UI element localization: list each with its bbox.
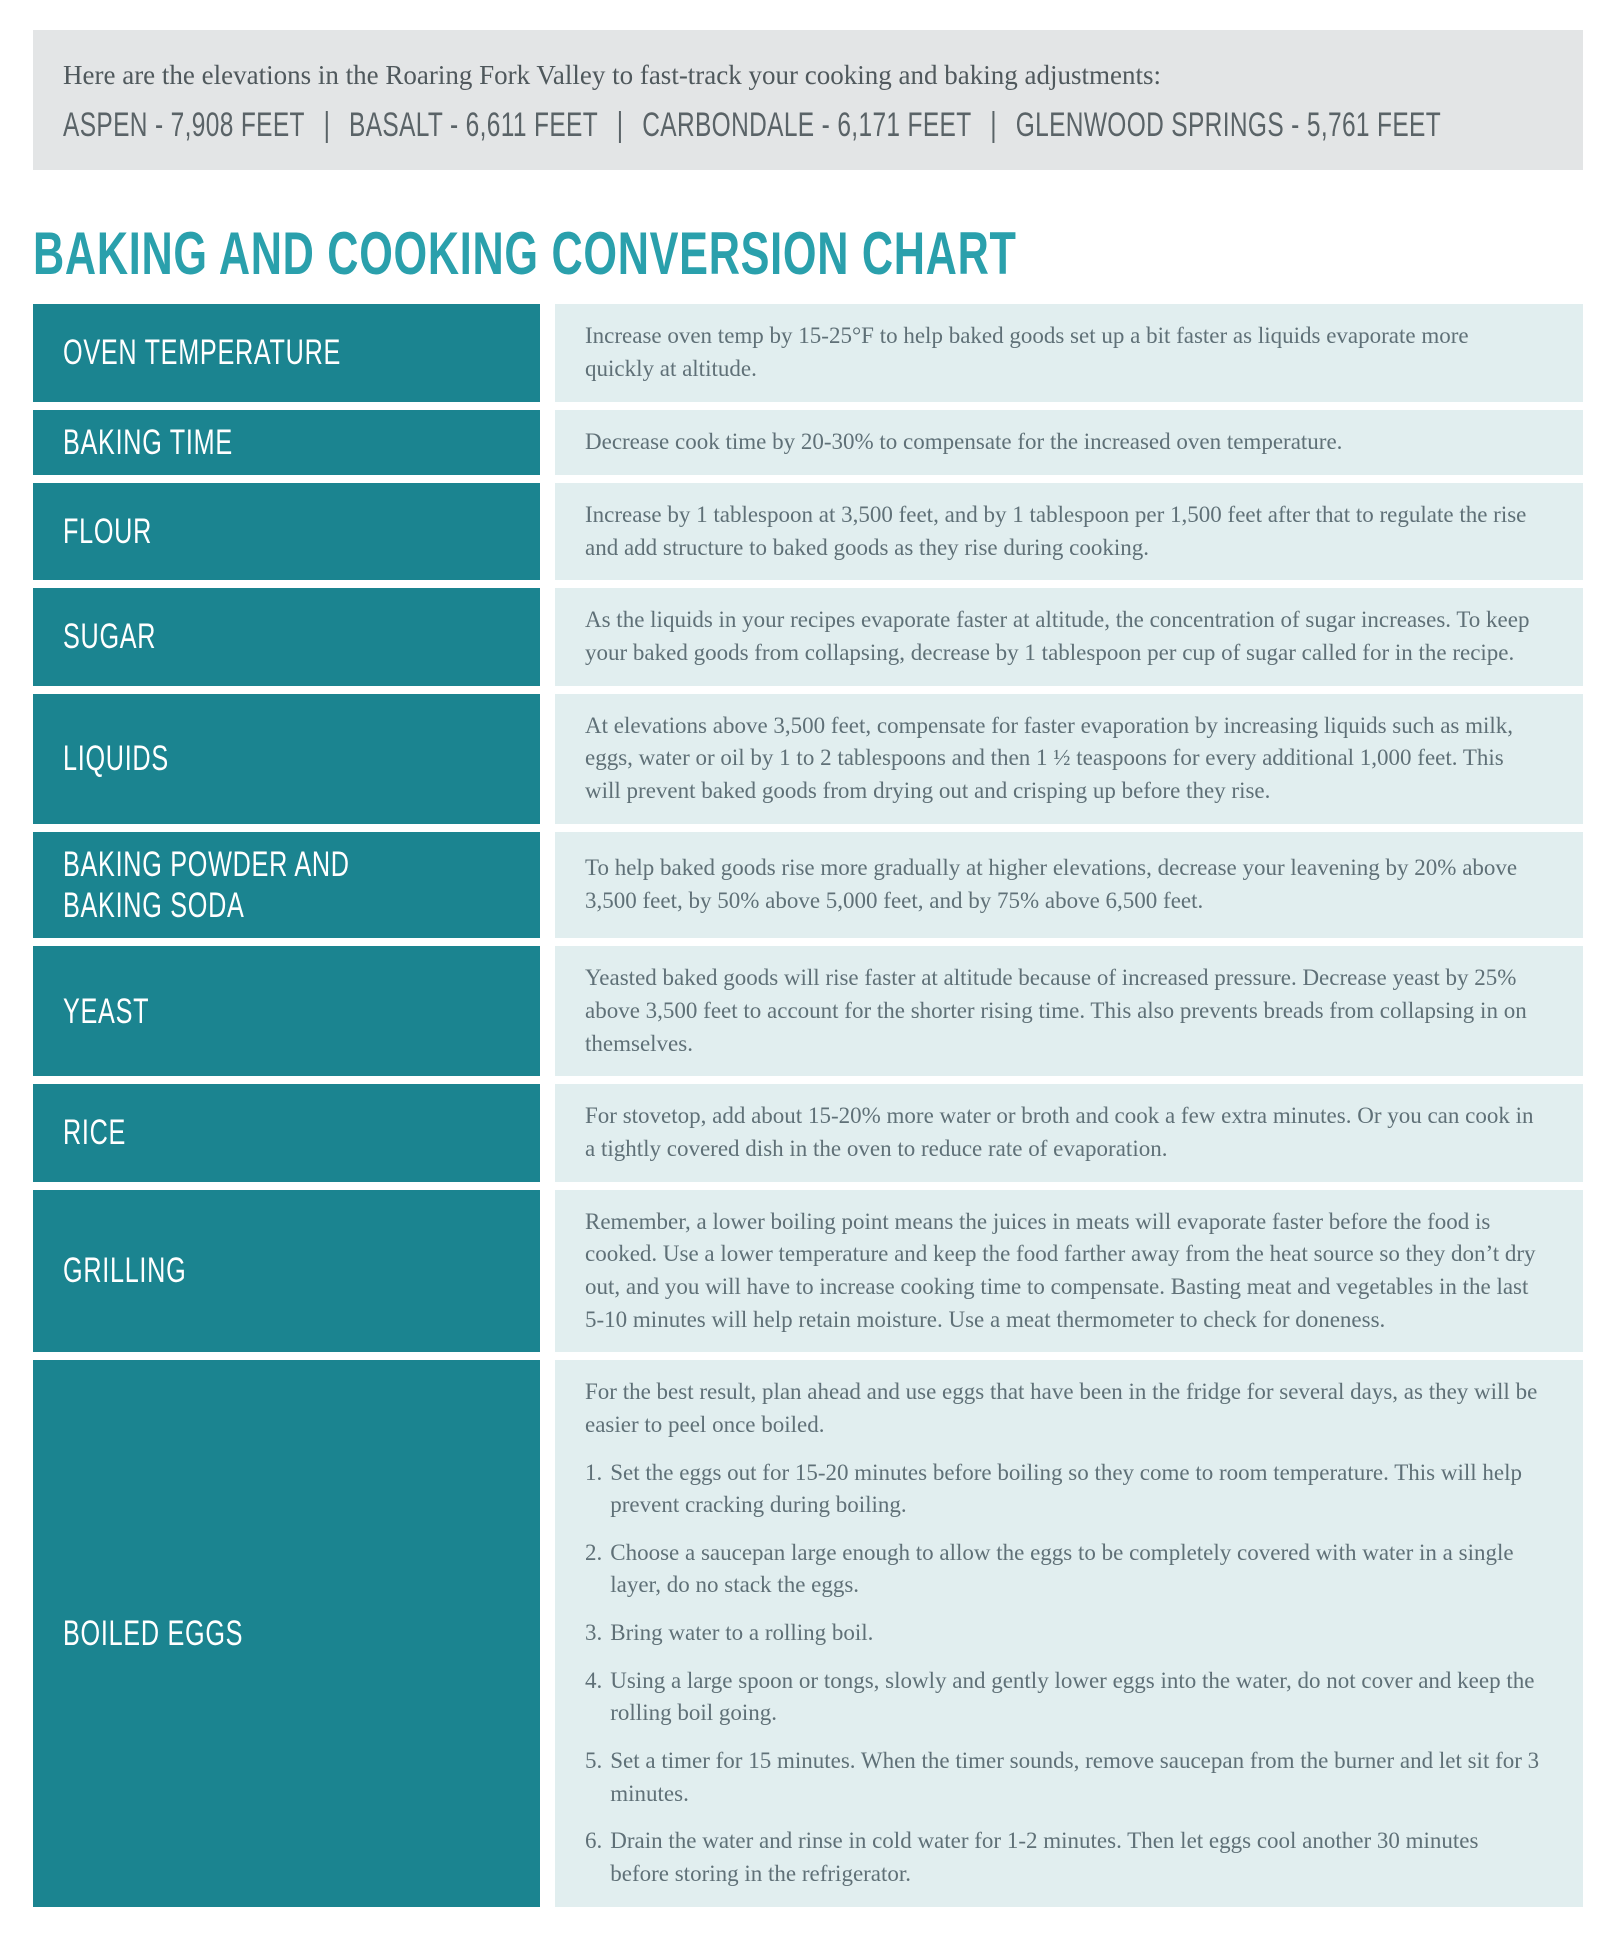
row-content-cell (555, 832, 1583, 939)
table-row (33, 1360, 1583, 1907)
page-title (33, 220, 1583, 288)
step-number: 2. (585, 1539, 603, 1565)
row-content-cell (555, 694, 1583, 824)
row-content-cell (555, 946, 1583, 1076)
elevation-separator: | (323, 106, 331, 145)
row-paragraph: As the liquids in your recipes evaporate faster at altitude, the concentration of sugar increases. To keep your baked goods from collapsing, decrease by 1 tablespoon per cup of sugar called for in the recipe. (585, 607, 1530, 666)
row-label: BOILED EGGS (63, 1613, 244, 1653)
row-label-cell (33, 410, 540, 475)
table-row (33, 304, 1583, 401)
row-label-cell (33, 1190, 540, 1353)
step-number: 5. (585, 1748, 603, 1774)
step-number: 3. (585, 1620, 603, 1646)
row-paragraph: For the best result, plan ahead and use eggs that have been in the fridge for several days, as they will be easier to peel once boiled. (585, 1379, 1538, 1437)
row-content-cell (555, 588, 1583, 685)
row-content-cell (555, 304, 1583, 401)
table-row (33, 946, 1583, 1076)
elevation-banner (33, 30, 1583, 170)
row-label: SUGAR (63, 617, 157, 657)
step-text: Drain the water and rinse in cold water for 1-2 minutes. Then let eggs cool another 30 minutes before storing in the refrigerator. (610, 1828, 1479, 1887)
step-item (585, 1665, 1541, 1730)
row-label: GRILLING (63, 1251, 187, 1291)
row-paragraph: Remember, a lower boiling point means the juices in meats will evaporate faster before the food is cooked. Use a lower temperature and keep the food farther away from the heat source so they don’t dry out, and you will have to increase cooking time to compensate. Basting meat and vegetables in the last 5-10 minutes will help retain moisture. Use a meat thermometer to check for doneness. (585, 1208, 1536, 1332)
row-paragraph: For stovetop, add about 15-20% more water or broth and cook a few extra minutes. Or you can cook in a tightly covered dish in the oven to reduce rate of evaporation. (585, 1103, 1534, 1161)
row-label-cell (33, 483, 540, 580)
step-item (585, 1617, 1541, 1650)
conversion-table (33, 304, 1583, 1906)
table-row (33, 694, 1583, 824)
elevation-list-inner (63, 107, 1441, 144)
table-row (33, 1190, 1583, 1353)
row-label: BAKING TIME (63, 422, 233, 462)
step-text: Set the eggs out for 15-20 minutes before boiling so they come to room temperature. This will help prevent cracking during boiling. (610, 1459, 1522, 1518)
page-title-text: BAKING AND COOKING CONVERSION CHART (33, 220, 1017, 288)
elevation-list (63, 107, 1553, 144)
row-label: BAKING POWDER AND BAKING SODA (63, 844, 350, 925)
row-label: OVEN TEMPERATURE (63, 333, 342, 373)
elevation-item: CARBONDALE - 6,171 FEET (642, 106, 972, 145)
step-text: Choose a saucepan large enough to allow the eggs to be completely covered with water in a single layer, do no stack the eggs. (610, 1539, 1514, 1598)
elevation-item: ASPEN - 7,908 FEET (63, 106, 305, 145)
row-label-cell (33, 1360, 540, 1907)
step-text: Using a large spoon or tongs, slowly and gently lower eggs into the water, do not cover and keep the rolling boil going. (610, 1667, 1535, 1726)
row-paragraph: To help baked goods rise more gradually at higher elevations, decrease your leavening by 20% above 3,500 feet, by 50% above 5,000 feet, and by 75% above 6,500 feet. (585, 855, 1518, 913)
row-label: FLOUR (63, 512, 153, 552)
row-paragraph: Decrease cook time by 20-30% to compensate for the increased oven temperature. (585, 429, 1343, 455)
step-item (585, 1745, 1541, 1810)
elevation-separator: | (616, 106, 624, 145)
step-number: 1. (585, 1459, 603, 1485)
row-content-cell (555, 483, 1583, 580)
row-paragraph: At elevations above 3,500 feet, compensate for faster evaporation by increasing liquids such as milk, eggs, water or oil by 1 to 2 tablespoons and then 1 ½ teaspoons for every additional 1,000 feet. This will prevent baked goods from drying out and crisping up before they rise. (585, 712, 1514, 804)
row-label: YEAST (63, 991, 150, 1031)
row-label-cell (33, 1084, 540, 1181)
step-text: Bring water to a rolling boil. (610, 1620, 874, 1646)
step-item (585, 1537, 1541, 1602)
row-label-cell (33, 588, 540, 685)
row-label-cell (33, 832, 540, 939)
row-content-cell (555, 1190, 1583, 1353)
step-text: Set a timer for 15 minutes. When the timer sounds, remove saucepan from the burner and let sit for 3 minutes. (610, 1748, 1540, 1806)
elevation-intro-text: Here are the elevations in the Roaring Fork Valley to fast-track your cooking and baking adjustments: (63, 60, 1161, 90)
table-row (33, 410, 1583, 475)
row-content-cell (555, 1084, 1583, 1181)
row-label-cell (33, 946, 540, 1076)
table-row (33, 1084, 1583, 1181)
row-content-cell (555, 410, 1583, 475)
step-number: 4. (585, 1667, 603, 1693)
step-item (585, 1825, 1541, 1890)
table-row (33, 588, 1583, 685)
row-label: RICE (63, 1113, 127, 1153)
row-paragraph: Increase by 1 tablespoon at 3,500 feet, and by 1 tablespoon per 1,500 feet after that to regulate the rise and add structure to baked goods as they rise during cooking. (585, 502, 1527, 560)
elevation-separator: | (990, 106, 998, 145)
step-item (585, 1457, 1541, 1522)
row-paragraph: Increase oven temp by 15-25°F to help baked goods set up a bit faster as liquids evaporate more quickly at altitude. (585, 323, 1469, 382)
step-number: 6. (585, 1828, 603, 1854)
elevation-item: GLENWOOD SPRINGS - 5,761 FEET (1015, 106, 1442, 145)
row-content-cell (555, 1360, 1583, 1907)
row-label: LIQUIDS (63, 739, 169, 779)
row-label-cell (33, 694, 540, 824)
row-paragraph: Yeasted baked goods will rise faster at altitude because of increased pressure. Decrease yeast by 25% above 3,500 feet to account for the shorter rising time. This also prevents breads from collapsing in on themselves. (585, 965, 1527, 1056)
elevation-item: BASALT - 6,611 FEET (349, 106, 599, 145)
table-row (33, 483, 1583, 580)
row-label-cell (33, 304, 540, 401)
table-row (33, 832, 1583, 939)
